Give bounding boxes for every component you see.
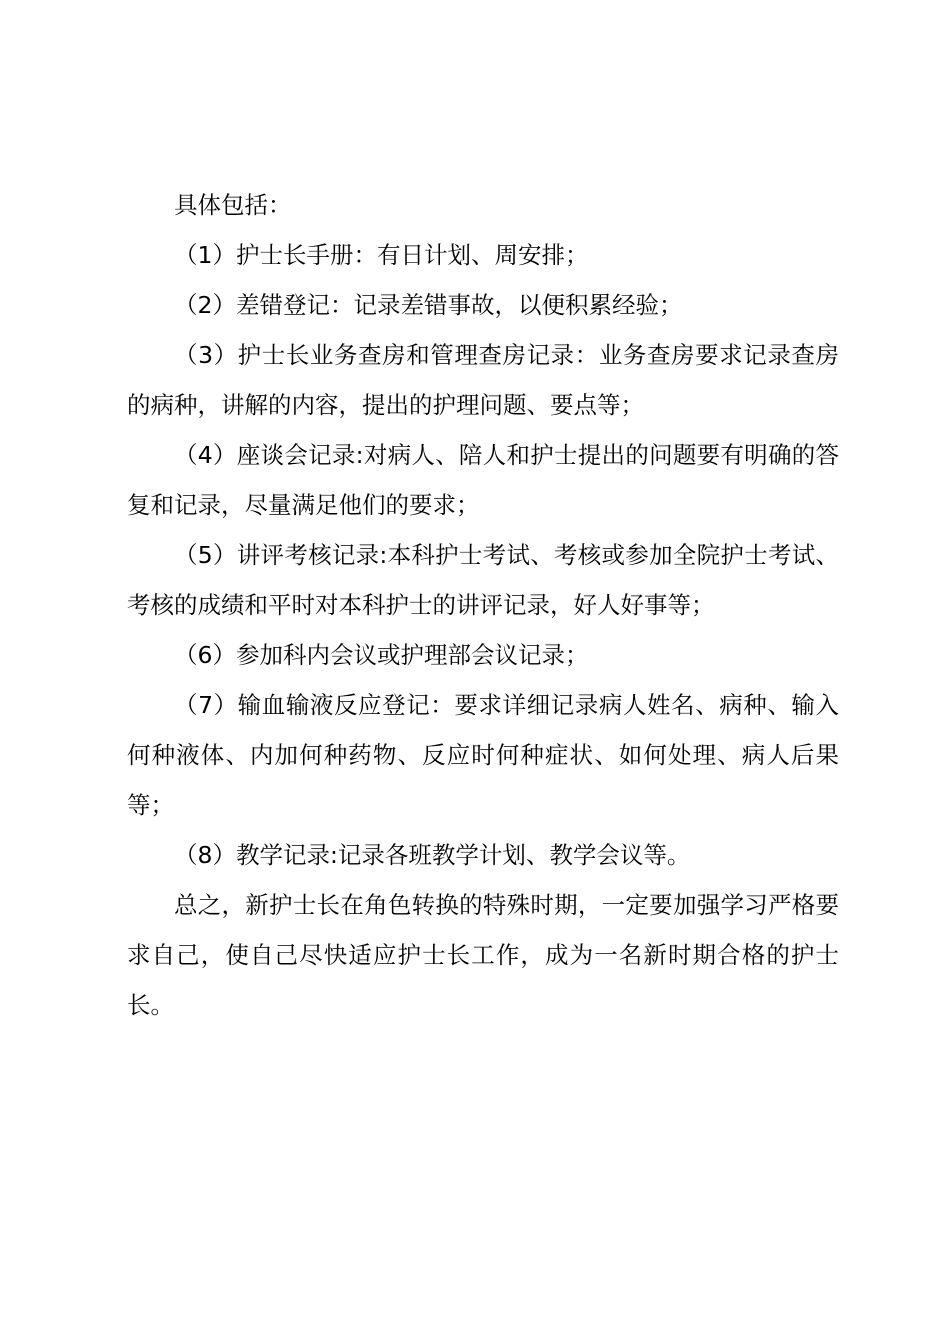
list-item-2: （2）差错登记：记录差错事故，以便积累经验； <box>174 291 683 319</box>
list-item-8: （8）教学记录:记录各班教学计划、教学会议等。 <box>174 841 691 869</box>
conclusion-paragraph: 总之，新护士长在角色转换的特殊时期，一定要加强学习严格要求自己，使自己尽快适应护士长工作，成为一名新时期合格的护士长。 <box>127 891 839 1019</box>
list-item-4: （4）座谈会记录:对病人、陪人和护士提出的问题要有明确的答复和记录，尽量满足他们的要求； <box>127 441 839 519</box>
list-item-6: （6）参加科内会议或护理部会议记录； <box>174 641 589 669</box>
list-item-5: （5）讲评考核记录:本科护士考试、考核或参加全院护士考试、考核的成绩和平时对本科护士的讲评记录，好人好事等； <box>127 541 839 619</box>
intro-paragraph: 具体包括： <box>174 191 292 219</box>
list-item-7: （7）输血输液反应登记：要求详细记录病人姓名、病种、输入何种液体、内加何种药物、反应时何种症状、如何处理、病人后果等； <box>127 691 839 819</box>
list-item-1: （1）护士长手册：有日计划、周安排； <box>174 241 589 269</box>
document-body <box>127 180 839 1030</box>
list-item-3: （3）护士长业务查房和管理查房记录：业务查房要求记录查房的病种，讲解的内容，提出的护理问题、要点等； <box>127 341 839 419</box>
